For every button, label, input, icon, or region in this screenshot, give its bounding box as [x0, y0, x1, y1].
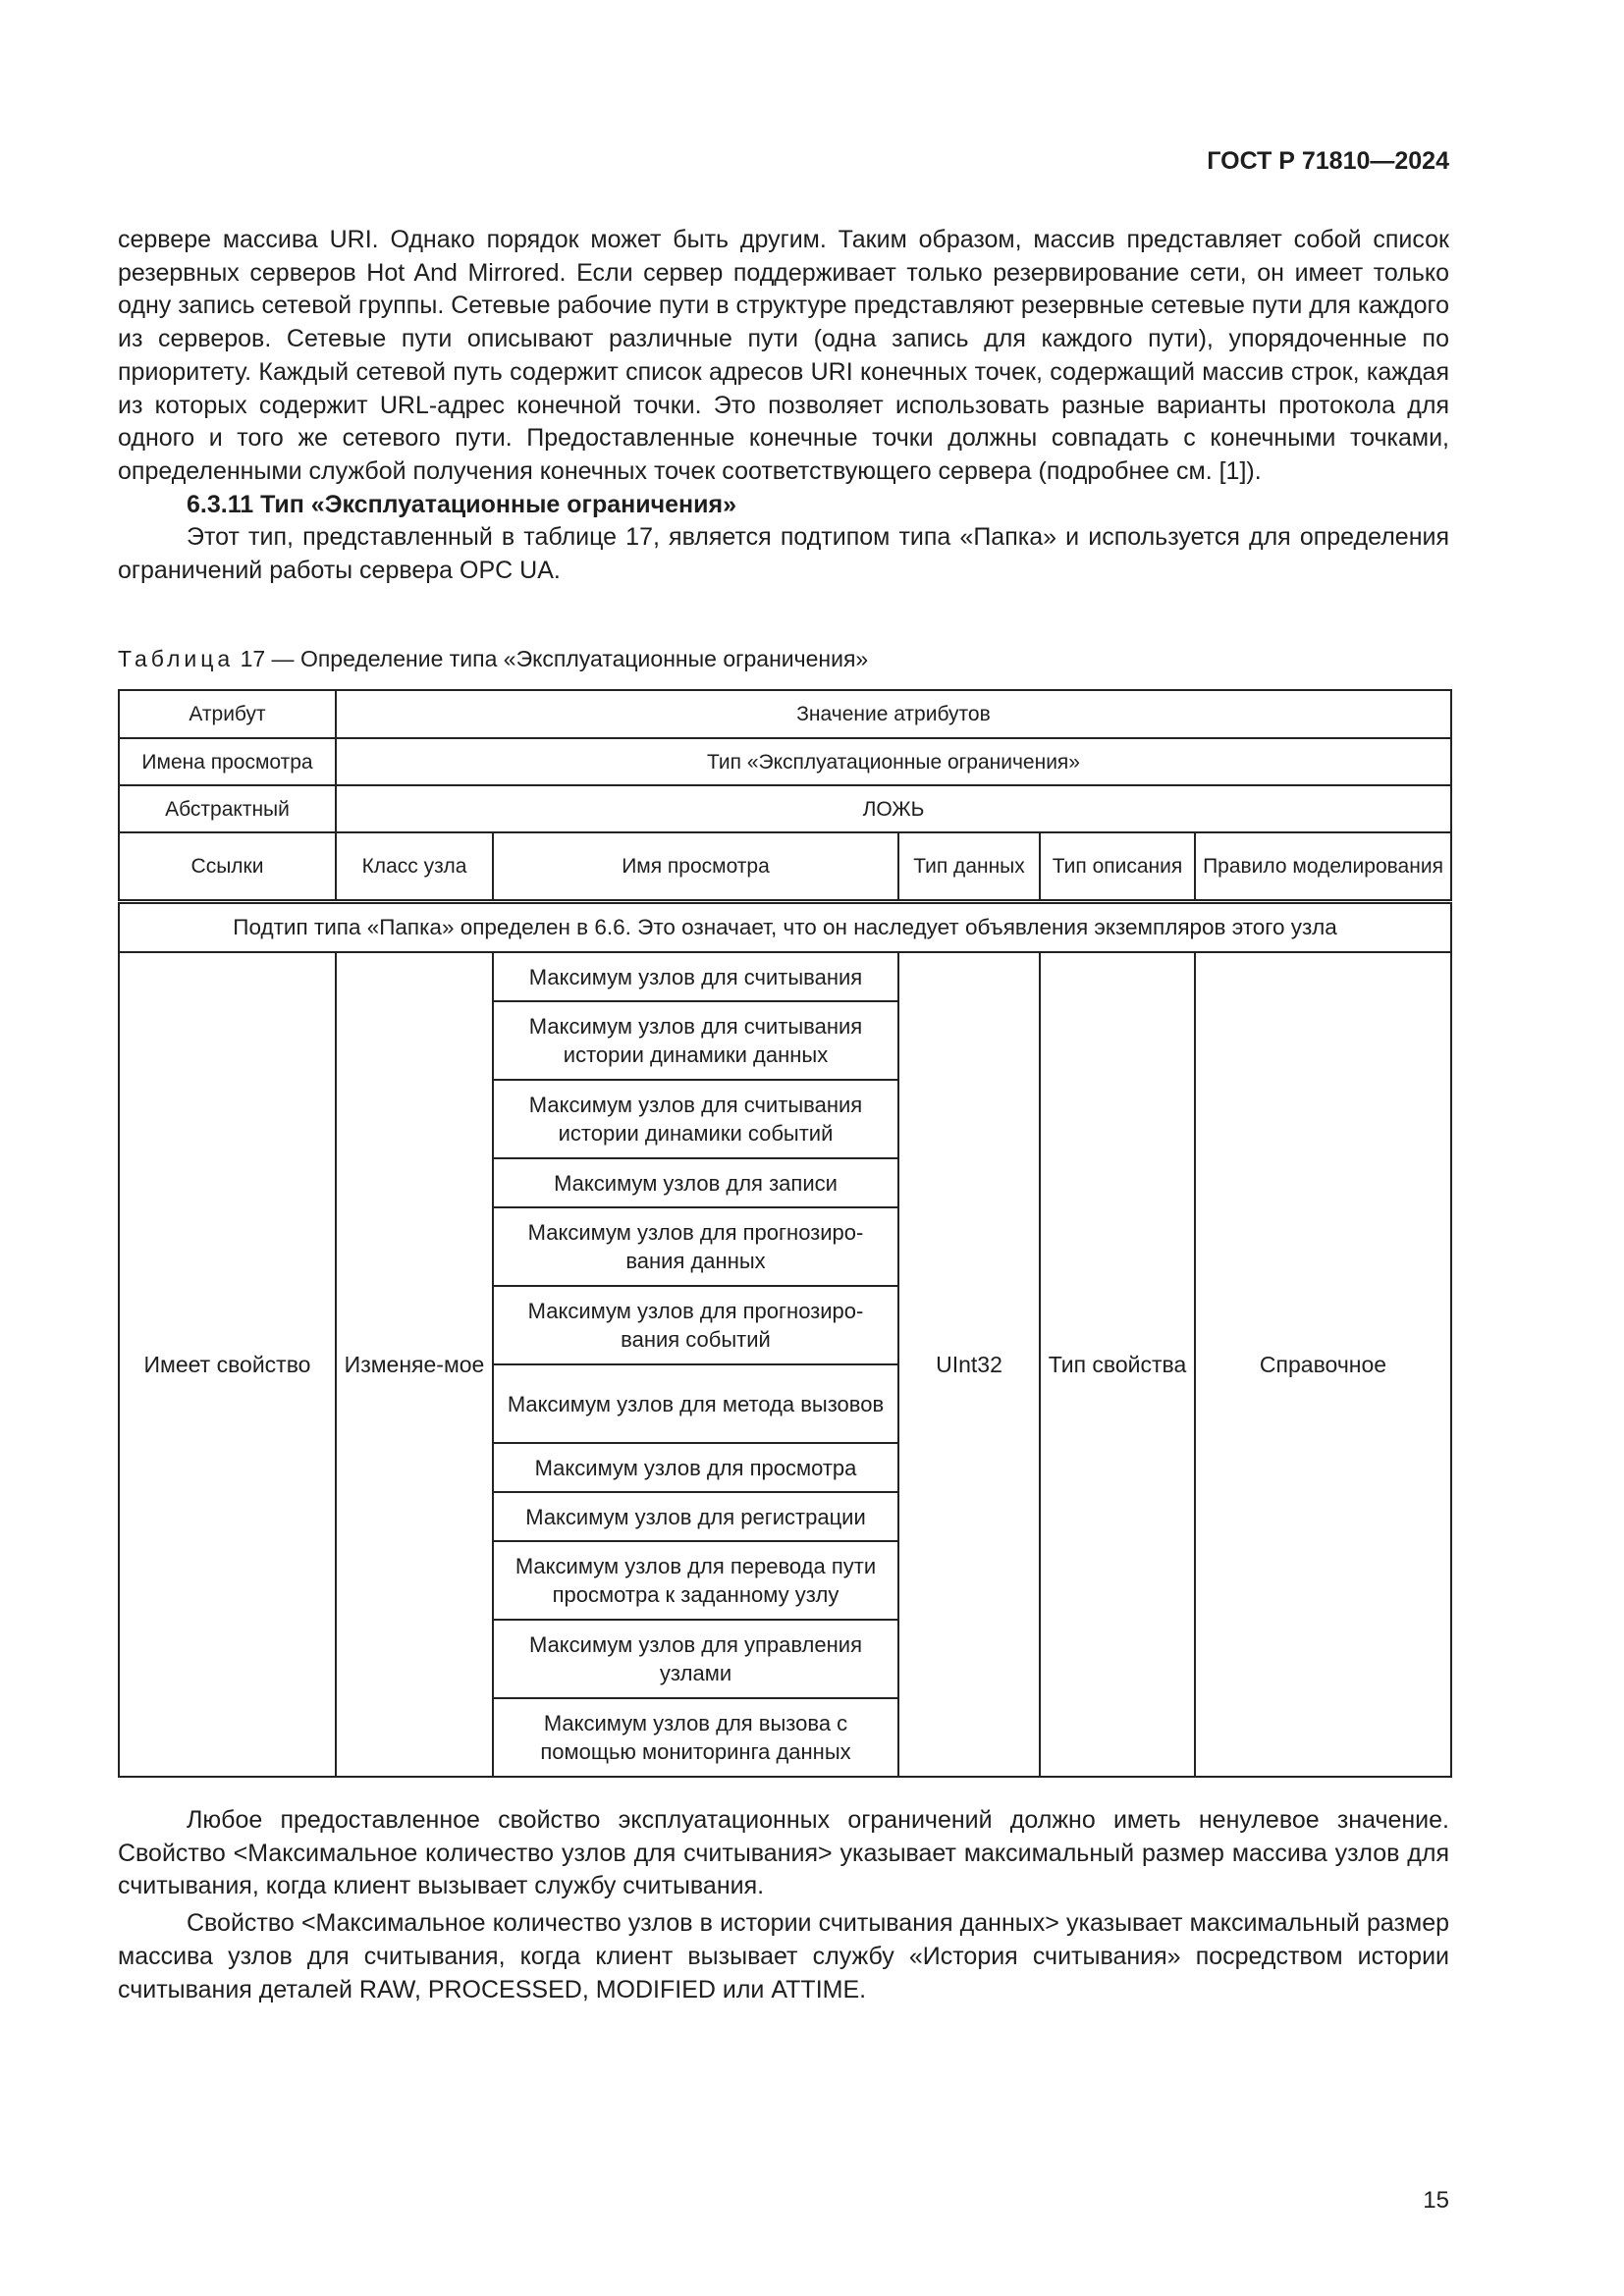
col-references: Ссылки	[119, 832, 336, 901]
body-text	[118, 224, 1449, 588]
browse-name-cell: Максимум узлов для записи	[493, 1158, 898, 1207]
table-caption-prefix: Таблица	[118, 646, 235, 671]
subtype-note: Подтип типа «Папка» определен в 6.6. Это означает, что он наследует объявления экземпляров этого узла	[119, 901, 1451, 952]
col-browse-name: Имя просмотра	[493, 832, 898, 901]
closing-paragraph-1: Любое предоставленное свойство эксплуатационных ограничений должно иметь ненулевое значение. Свойство <Максимальное количество узлов для считывания> указывает максимальный размер массива узлов для считывания, когда клиент вызывает службу считывания.	[118, 1806, 1449, 1900]
node-class-cell: Изменяе-мое	[336, 952, 493, 1777]
abstract-label: Абстрактный	[119, 785, 336, 832]
table-row	[119, 952, 1451, 1001]
table-caption	[118, 646, 868, 672]
browse-name-cell: Максимум узлов для управления узлами	[493, 1620, 898, 1698]
data-type-cell: UInt32	[898, 952, 1040, 1777]
browse-name-cell: Максимум узлов для считывания истории динамики событий	[493, 1080, 898, 1158]
table-row	[119, 690, 1451, 738]
type-definition-table	[118, 689, 1452, 1778]
document-id: ГОСТ Р 71810—2024	[1207, 147, 1449, 175]
browse-name-cell: Максимум узлов для прогнозиро-вания данных	[493, 1207, 898, 1286]
table-caption-text: 17 — Определение типа «Эксплуатационные ограничения»	[234, 646, 869, 671]
type-definition-cell: Тип свойства	[1040, 952, 1195, 1777]
browse-name-cell: Максимум узлов для считывания истории динамики данных	[493, 1001, 898, 1080]
closing-paragraph-2: Свойство <Максимальное количество узлов в истории считывания данных> указывает максимальный размер массива узлов для считывания, когда клиент вызывает службу «История считывания» посредством истории считывания деталей RAW, PROCESSED, MODIFIED или ATTIME.	[118, 1909, 1449, 2003]
browse-name-cell: Максимум узлов для регистрации	[493, 1492, 898, 1541]
browse-name-cell: Максимум узлов для просмотра	[493, 1443, 898, 1492]
browse-name-value: Тип «Эксплуатационные ограничения»	[336, 738, 1451, 785]
attribute-value-header: Значение атрибутов	[336, 690, 1451, 738]
closing-text	[118, 1804, 1449, 2006]
table-row	[119, 785, 1451, 832]
col-node-class: Класс узла	[336, 832, 493, 901]
modelling-rule-cell: Справочное	[1195, 952, 1451, 1777]
attribute-header: Атрибут	[119, 690, 336, 738]
browse-name-cell: Максимум узлов для метода вызовов	[493, 1364, 898, 1443]
table-row	[119, 738, 1451, 785]
browse-name-cell: Максимум узлов для считывания	[493, 952, 898, 1001]
page-number: 15	[1423, 2187, 1449, 2214]
browse-name-cell: Максимум узлов для перевода пути просмотра к заданному узлу	[493, 1541, 898, 1620]
browse-name-cell: Максимум узлов для вызова с помощью мониторинга данных	[493, 1698, 898, 1777]
section-heading: 6.3.11 Тип «Эксплуатационные ограничения»	[187, 490, 736, 518]
browse-name-cell: Максимум узлов для прогнозиро-вания событий	[493, 1286, 898, 1364]
intro-paragraph: сервере массива URI. Однако порядок может быть другим. Таким образом, массив представляет собой список резервных серверов Hot And Mirrored. Если сервер поддерживает только резервирование сети, он имеет только одну запись сетевой группы. Сетевые рабочие пути в структуре представляют резервные сетевые пути для каждого из серверов. Сетевые пути описывают различные пути (одна запись для каждого пути), упорядоченные по приоритету. Каждый сетевой путь содержит список адресов URI конечных точек, содержащий массив строк, каждая из которых содержит URL-адрес конечной точки. Это позволяет использовать разные варианты протокола для одного и того же сетевого пути. Предоставленные конечные точки должны совпадать с конечными точками, определенными службой получения конечных точек соответствующего сервера (подробнее см. [1]).	[118, 226, 1449, 485]
table-column-headers	[119, 832, 1451, 901]
col-data-type: Тип данных	[898, 832, 1040, 901]
abstract-value: ЛОЖЬ	[336, 785, 1451, 832]
browse-name-label: Имена просмотра	[119, 738, 336, 785]
col-modelling-rule: Правило моделирования	[1195, 832, 1451, 901]
table-row	[119, 901, 1451, 952]
section-paragraph: Этот тип, представленный в таблице 17, является подтипом типа «Папка» и используется для определения ограничений работы сервера OPC UA.	[118, 523, 1449, 585]
col-type-definition: Тип описания	[1040, 832, 1195, 901]
reference-cell: Имеет свойство	[119, 952, 336, 1777]
